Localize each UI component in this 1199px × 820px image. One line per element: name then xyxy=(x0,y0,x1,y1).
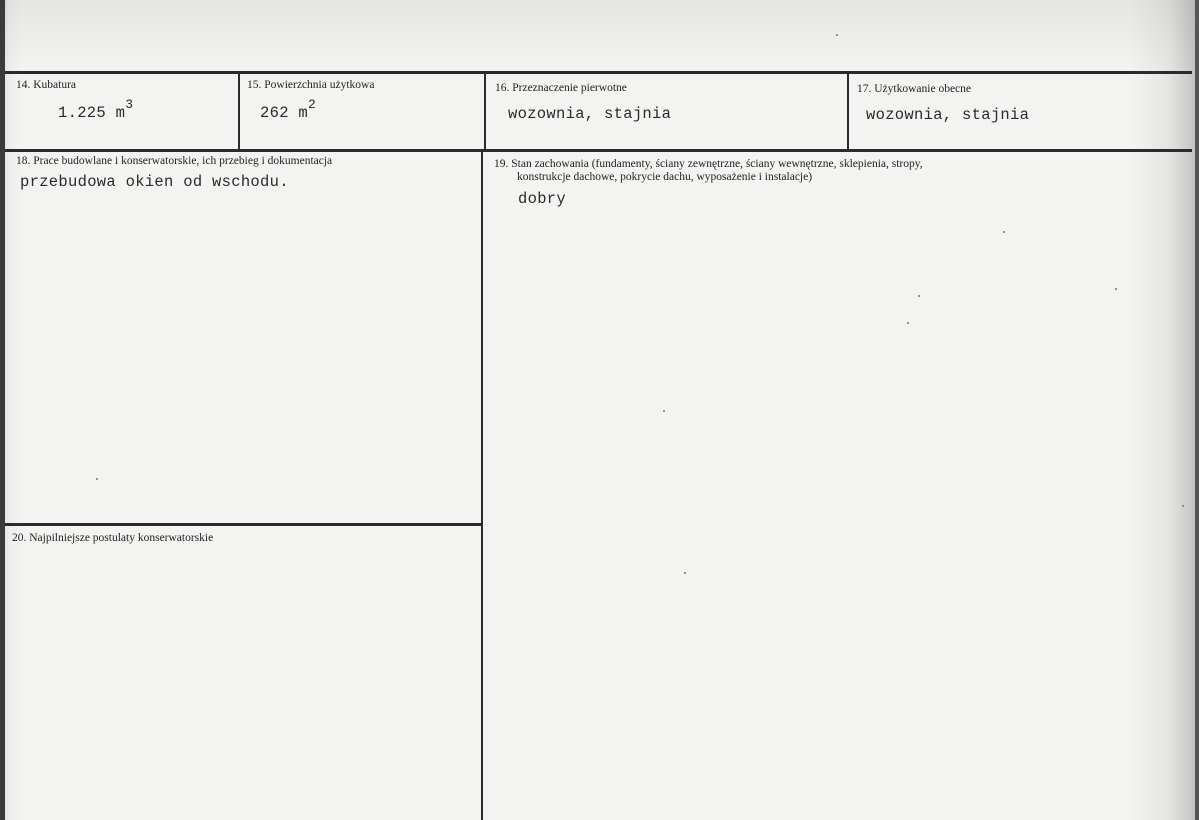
field-16-value: wozownia, stajnia xyxy=(508,105,672,123)
divider-14-15 xyxy=(238,73,240,150)
rule-second-row xyxy=(5,149,1192,152)
scan-speck xyxy=(1182,505,1184,507)
scan-speck xyxy=(1115,288,1117,290)
scan-right-edge xyxy=(1195,0,1199,820)
field-15-exponent: 2 xyxy=(308,97,317,112)
field-16-label: 16. Przeznaczenie pierwotne xyxy=(495,82,627,94)
field-20-label: 20. Najpilniejsze postulaty konserwatorskie xyxy=(12,532,214,544)
divider-16-17 xyxy=(847,73,849,150)
scan-speck xyxy=(96,478,98,480)
field-18-value: przebudowa okien od wschodu. xyxy=(20,173,289,191)
scan-speck xyxy=(907,322,909,324)
scan-speck xyxy=(836,34,838,36)
field-14-label: 14. Kubatura xyxy=(16,79,77,91)
field-17-value: wozownia, stajnia xyxy=(866,106,1030,124)
field-19-value: dobry xyxy=(518,190,567,208)
divider-15-16 xyxy=(484,73,486,150)
scan-speck xyxy=(684,572,686,574)
rule-top-row xyxy=(5,71,1192,74)
scan-left-edge xyxy=(0,0,5,820)
divider-left-right xyxy=(481,151,483,820)
field-17-label: 17. Użytkowanie obecne xyxy=(857,83,972,95)
scan-speck xyxy=(663,410,665,412)
field-19-label-line2: konstrukcje dachowe, pokrycie dachu, wyposażenie i instalacje) xyxy=(517,171,813,183)
field-18-label: 18. Prace budowlane i konserwatorskie, ich przebieg i dokumentacja xyxy=(16,155,333,167)
rule-section-20 xyxy=(5,523,482,526)
field-15-value xyxy=(260,97,317,122)
field-19-label-line1: 19. Stan zachowania (fundamenty, ściany zewnętrzne, ściany wewnętrzne, sklepienia, stropy, xyxy=(494,158,923,170)
field-14-value xyxy=(58,97,134,122)
field-15-value-text: 262 m xyxy=(260,104,309,122)
scan-speck xyxy=(918,295,920,297)
field-14-exponent: 3 xyxy=(125,97,134,112)
field-15-label: 15. Powierzchnia użytkowa xyxy=(247,79,375,91)
field-14-value-text: 1.225 m xyxy=(58,104,126,122)
scan-speck xyxy=(1003,231,1005,233)
